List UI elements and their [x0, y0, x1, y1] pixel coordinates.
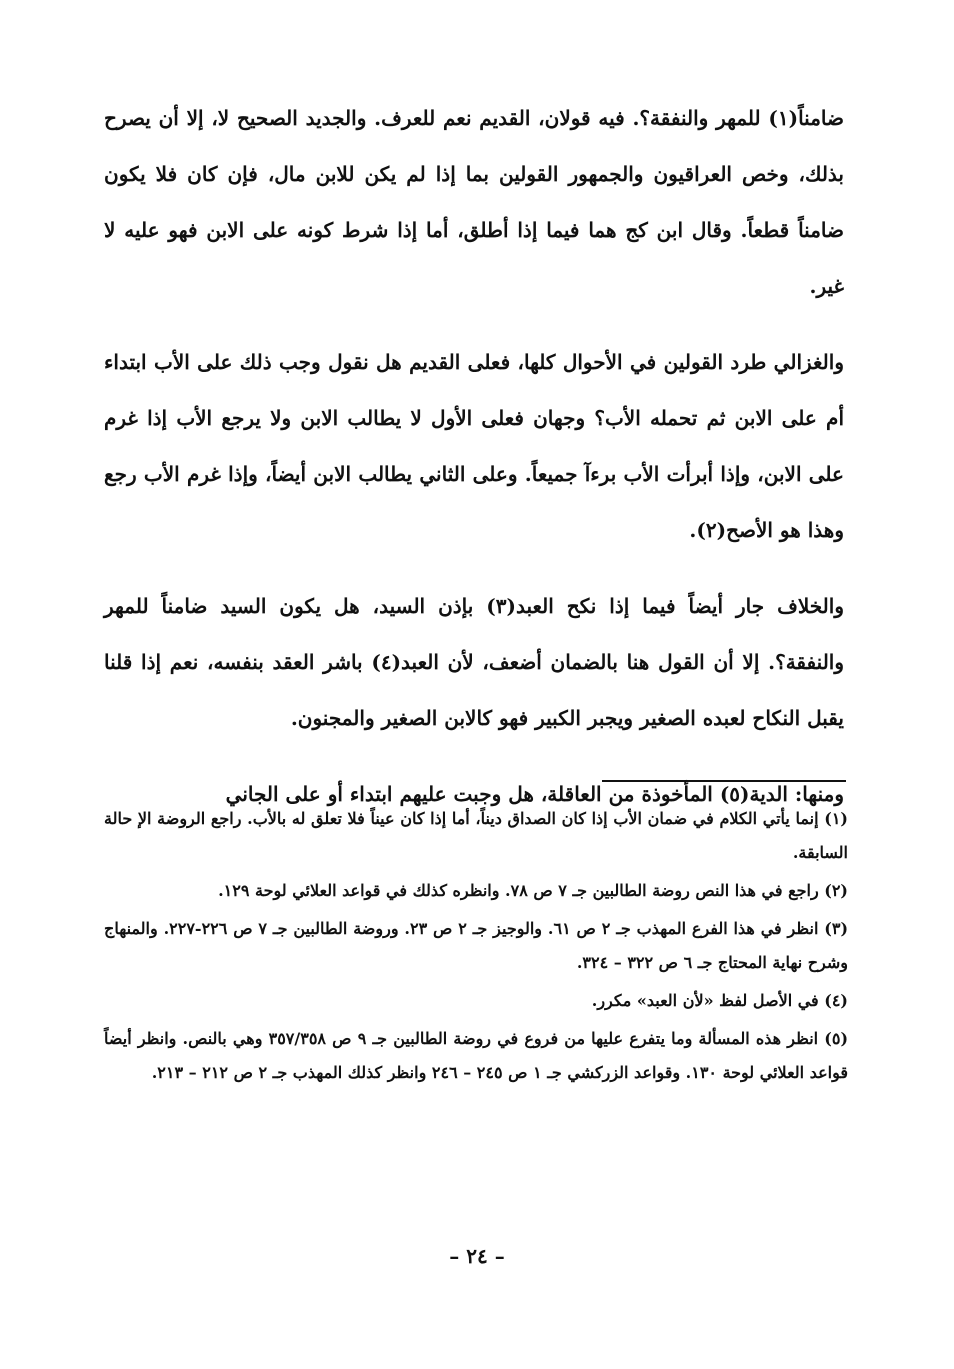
- footnote-4: (٤) في الأصل لفظ «لأن العبد» مكرر.: [591, 991, 848, 1010]
- footnote-5: (٥) انظر هذه المسألة وما يتفرع عليها من فروع في روضة الطالبين جـ ٩ ص ٣٥٧/٣٥٨ وهي بالنص. وانظر أيضاً قواعد العلائي لوحة ١٣٠. وقواعد الزركشي جـ ١ ص ٢٤٥ – ٢٤٦ وانظر كذلك المهذب جـ ٢ ص ٢١٢ – ٢١٣.: [104, 1029, 849, 1082]
- footnote-separator: [602, 780, 846, 782]
- paragraph-2: والغزالي طرد القولين في الأحوال كلها، فعلى القديم هل نقول وجب ذلك على الأب ابتداء أم على الابن ثم تحمله الأب؟ وجهان فعلى الأول لا يطالب الابن ولا يرجع الأب إذا غرم على الابن، وإذا أبرأت الأب برءآ جميعاً. وعلى الثاني يطالب الابن أيضاً، وإذا غرم الأب رجع وهذا هو الأصح(٢).: [104, 350, 844, 542]
- paragraph-4: ومنها: الدية(٥) المأخوذة من العاقلة، هل وجبت عليهم ابتداء أو على الجاني: [225, 782, 844, 806]
- paragraph-1: ضامناً(١) للمهر والنفقة؟. فيه قولان، القديم نعم للعرف. والجديد الصحيح لا، إلا أن يصرح بذلك، وخص العراقيون والجمهور القولين بما إذا لم يكن للابن مال، فإن كان فلا يكون ضامناً قطعاً. وقال ابن كج هما فيما إذا أطلق، أما إذا شرط كونه على الابن فهو عليه لا غير.: [104, 106, 844, 298]
- footnote-2: (٢) راجع في هذا النص روضة الطالبين جـ ٧ ص ٧٨. وانظره كذلك في قواعد العلائي لوحة ١٢٩.: [218, 881, 848, 900]
- main-text: [104, 90, 844, 842]
- footnote-1: (١) إنما يأتي الكلام في ضمان الأب إذا كان الصداق ديناً، أما إذا كان عيناً فلا تعلق له بالأب. راجع الروضة الإ حالة السابقة.: [104, 809, 848, 862]
- footnote-3: (٣) انظر في هذا الفرع المهذب جـ ٢ ص ٦١. والوجيز جـ ٢ ص ٢٣. وروضة الطالبين جـ ٧ ص ٢٢٦-٢٢٧. والمنهاج وشرح نهاية المحتاج جـ ٦ ص ٣٢٢ – ٣٢٤.: [104, 919, 849, 972]
- paragraph-3: والخلاف جار أيضاً فيما إذا نكح العبد(٣) بإذن السيد، هل يكون السيد ضامناً للمهر والنفقة؟. إلا أن القول هنا بالضمان أضعف، لأن العبد(٤) باشر العقد بنفسه، نعم إذا قلنا يقبل النكاح لعبده الصغير ويجبر الكبير فهو كالابن الصغير والمجنون.: [104, 594, 845, 730]
- page-number: – ٢٤ –: [449, 1244, 505, 1268]
- footnotes: [104, 802, 848, 1094]
